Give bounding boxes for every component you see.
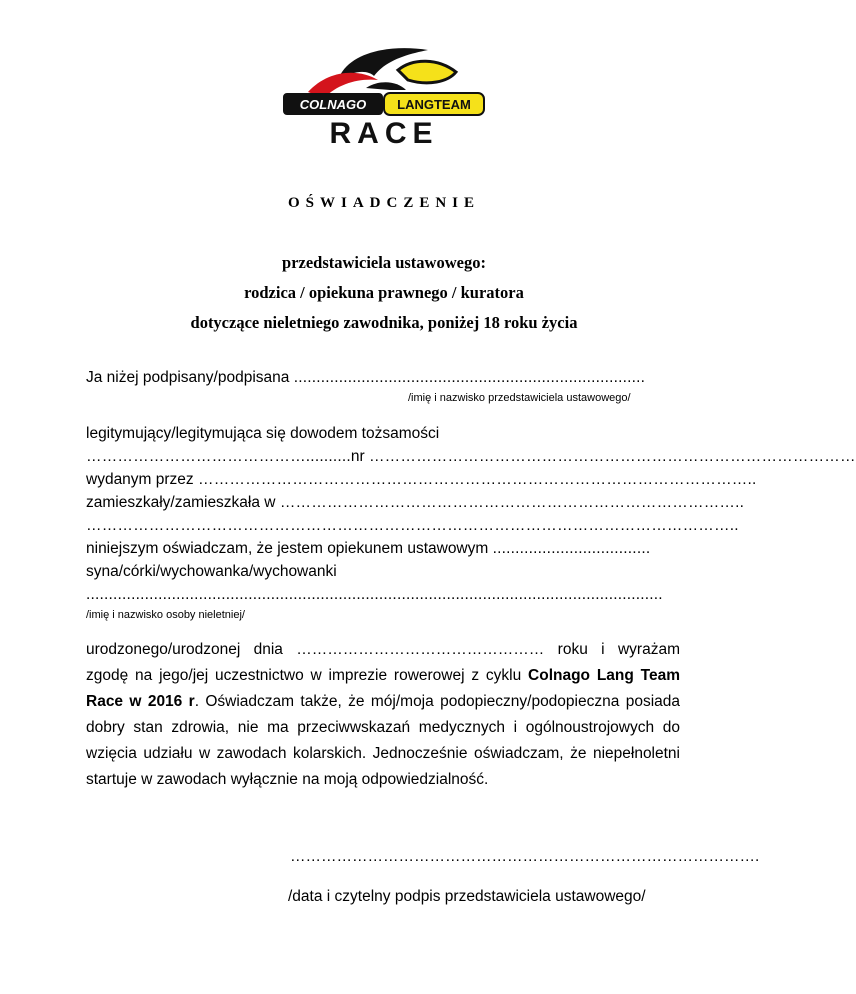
signer-caption: /imię i nazwisko przedstawiciela ustawowego/ <box>408 392 631 404</box>
consent-paragraph <box>86 637 680 793</box>
logo-brand-right: LANGTEAM <box>397 97 471 112</box>
guardian-line <box>86 539 680 559</box>
signer-label: Ja niżej podpisany/podpisana <box>86 369 290 386</box>
event-name: Colnago Lang Team Race w 2016 r <box>86 667 680 710</box>
address-field[interactable]: …………………………………………………………………………….. <box>279 494 745 511</box>
logo-brand-left: COLNAGO <box>299 97 367 112</box>
issued-line <box>86 470 757 490</box>
id-number-line <box>86 447 856 467</box>
subtitle-line-2: rodzica / opiekuna prawnego / kuratora <box>244 283 524 302</box>
signature-caption: /data i czytelny podpis przedstawiciela ustawowego/ <box>288 888 646 905</box>
consent-text-1: urodzonego/urodzonej dnia ………………………………………… roku i wyrażam zgodę na jego/jej uczestnictwo w imprezie rowerowej z cyklu <box>86 641 680 684</box>
nr-label: nr <box>350 448 365 465</box>
guardian-text: niniejszym oświadczam, że jestem opiekunem ustawowym <box>86 540 489 557</box>
id-label: legitymujący/legitymująca się dowodem tożsamości <box>86 425 440 442</box>
issued-by-field[interactable]: …………………………………………………………………………………………….. <box>198 471 757 488</box>
consent-text-2: . Oświadczam także, że mój/moja podopieczny/podopieczna posiada dobry stan zdrowia, nie ma przeciwwskazań medycznych i ogólnoustrojowych do wzięcia udziału w zawodach kolarskich. Jednocześnie oświadczam, że niepełnoletni startuje w zawodach wyłącznie na moją odpowiedzialność. <box>86 693 681 788</box>
subtitle-line-3: dotyczące nieletniego zawodnika, poniżej 18 roku życia <box>190 313 578 332</box>
id-document-field[interactable]: …………………………………….......... <box>86 448 351 465</box>
address-line <box>86 493 745 513</box>
guardian-field[interactable]: ................................... <box>492 540 651 557</box>
issued-label: wydanym przez <box>86 471 194 488</box>
signer-line <box>86 368 680 388</box>
subtitle-line-1: przedstawiciela ustawowego: <box>282 253 486 272</box>
signature-field[interactable]: ………………………………………………………………………………. <box>290 848 760 865</box>
relation-text: syna/córki/wychowanka/wychowanki <box>86 563 337 580</box>
signer-name-field[interactable]: .............................................................................. <box>293 369 646 386</box>
colnago-langteam-race-logo <box>278 40 488 150</box>
minor-name-field[interactable]: ................................................................................................................................ <box>86 586 663 603</box>
address-field-2[interactable]: …………………………………………………………………………………………………………….. <box>86 517 739 534</box>
logo-race-word: RACE <box>329 117 439 150</box>
minor-caption: /imię i nazwisko osoby nieletniej/ <box>86 609 245 621</box>
id-number-field[interactable]: ………………………………………………………………………………… <box>368 448 856 465</box>
address-label: zamieszkały/zamieszkała w <box>86 494 276 511</box>
document-title: OŚWIADCZENIE <box>287 195 481 211</box>
